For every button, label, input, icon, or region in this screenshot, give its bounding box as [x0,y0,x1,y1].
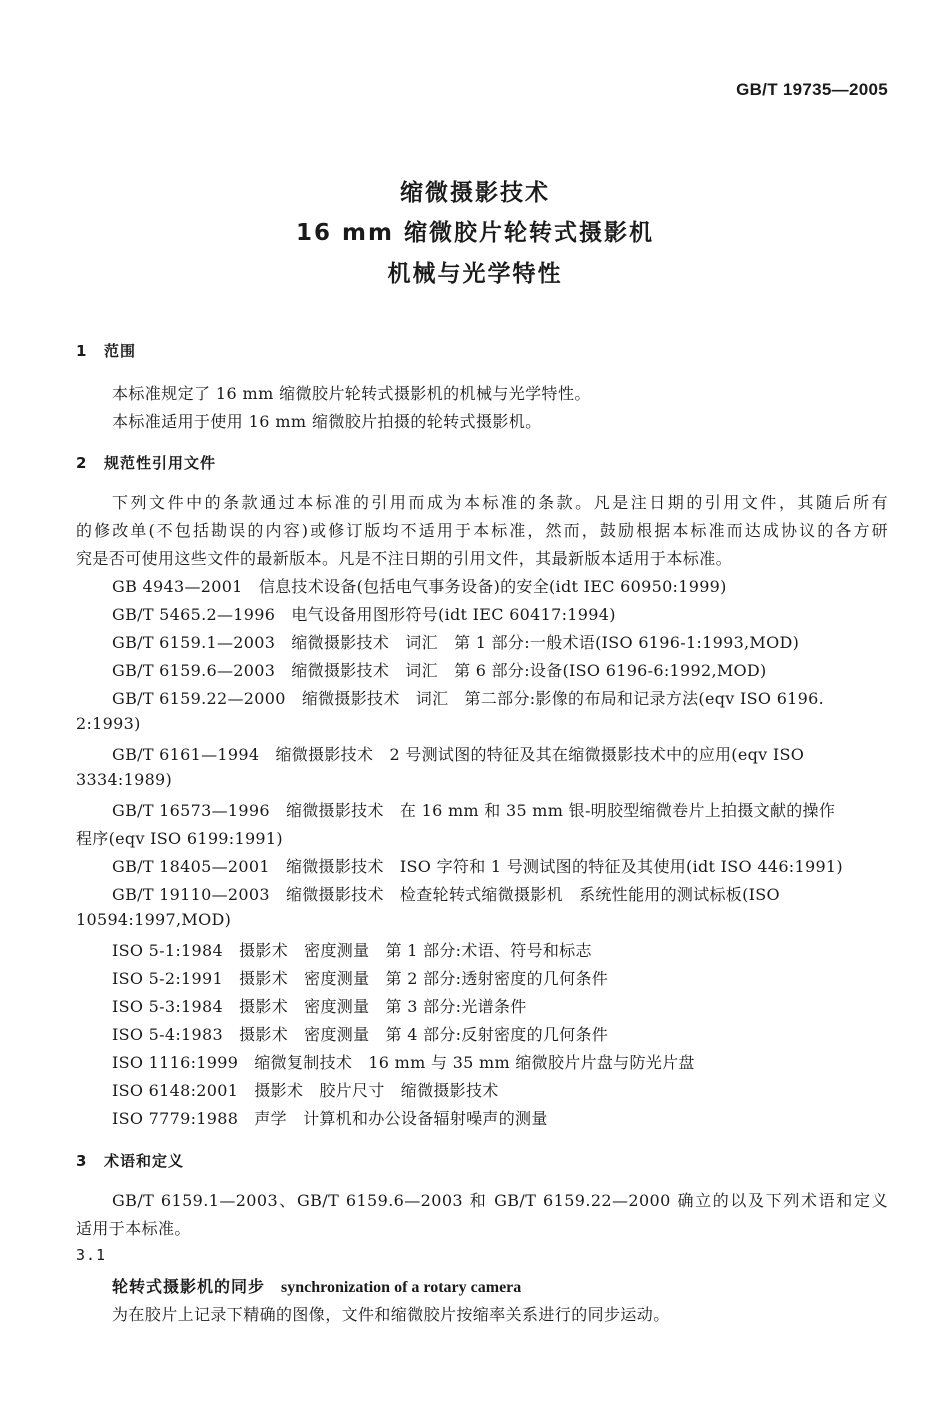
term-english: synchronization of a rotary camera [281,1279,522,1296]
reference-item-continuation: 程序(eqv ISO 6199:1991) [76,829,283,848]
reference-item-continuation: 10594:1997,MOD) [76,910,232,929]
section-1-heading [76,340,136,361]
reference-item: GB/T 5465.2—1996 电气设备用图形符号(idt IEC 60417:1994) [112,605,616,624]
term-definition: 为在胶片上记录下精确的图像，文件和缩微胶片按缩率关系进行的同步运动。 [112,1305,670,1324]
section-1-paragraph-1: 本标准规定了 16 mm 缩微胶片轮转式摄影机的机械与光学特性。 [112,384,591,403]
reference-item: ISO 6148:2001 摄影术 胶片尺寸 缩微摄影技术 [112,1081,499,1100]
title-line-2: 16 mm 缩微胶片轮转式摄影机 [296,220,654,246]
reference-item: GB 4943—2001 信息技术设备(包括电气事务设备)的安全(idt IEC 60950:1999) [112,577,727,596]
section-title: 范围 [104,342,137,360]
reference-item: GB/T 6159.22—2000 缩微摄影技术 词汇 第二部分:影像的布局和记录方法(eqv ISO 6196. [112,689,825,708]
reference-item: ISO 5-1:1984 摄影术 密度测量 第 1 部分:术语、符号和标志 [112,941,592,960]
title-line-1: 缩微摄影技术 [400,180,550,206]
section-3-heading [76,1150,184,1171]
reference-item: GB/T 6159.6—2003 缩微摄影技术 词汇 第 6 部分:设备(ISO 6196-6:1992,MOD) [112,661,767,680]
section-2-intro-line-2: 的修改单(不包括勘误的内容)或修订版均不适用于本标准，然而，鼓励根据本标准而达成协议的各方研 [76,521,888,540]
section-number: 1 [76,342,88,360]
reference-item: GB/T 6159.1—2003 缩微摄影技术 词汇 第 1 部分:一般术语(ISO 6196-1:1993,MOD) [112,633,800,652]
reference-item: ISO 5-2:1991 摄影术 密度测量 第 2 部分:透射密度的几何条件 [112,969,609,988]
section-3-intro-line-2: 适用于本标准。 [76,1219,191,1238]
reference-item: GB/T 19110—2003 缩微摄影技术 检查轮转式缩微摄影机 系统性能用的测试标板(ISO [112,885,780,904]
term-chinese: 轮转式摄影机的同步 [112,1277,266,1296]
section-2-intro-line-1: 下列文件中的条款通过本标准的引用而成为本标准的条款。凡是注日期的引用文件，其随后所有 [112,493,888,512]
reference-item: GB/T 16573—1996 缩微摄影技术 在 16 mm 和 35 mm 银-明胶型缩微卷片上拍摄文献的操作 [112,801,836,820]
title-line-3: 机械与光学特性 [387,261,563,287]
reference-item-continuation: 3334:1989) [76,770,173,789]
section-number: 3 [76,1152,88,1170]
section-title: 术语和定义 [104,1152,185,1170]
reference-item-continuation: 2:1993) [76,714,141,733]
term-entry [112,1274,521,1297]
section-2-heading [76,452,216,473]
subsection-number: 3.1 [76,1246,107,1264]
standard-code: GB/T 19735—2005 [736,80,888,99]
reference-item: GB/T 6161—1994 缩微摄影技术 2 号测试图的特征及其在缩微摄影技术中的应用(eqv ISO [112,745,805,764]
reference-item: ISO 5-3:1984 摄影术 密度测量 第 3 部分:光谱条件 [112,997,527,1016]
reference-item: ISO 1116:1999 缩微复制技术 16 mm 与 35 mm 缩微胶片片盘与防光片盘 [112,1053,695,1072]
reference-item: ISO 7779:1988 声学 计算机和办公设备辐射噪声的测量 [112,1109,548,1128]
section-2-intro-line-3: 究是否可使用这些文件的最新版本。凡是不注日期的引用文件，其最新版本适用于本标准。 [76,549,733,568]
section-number: 2 [76,454,88,472]
reference-item: GB/T 18405—2001 缩微摄影技术 ISO 字符和 1 号测试图的特征及其使用(idt ISO 446:1991) [112,857,843,876]
section-title: 规范性引用文件 [104,454,217,472]
reference-item: ISO 5-4:1983 摄影术 密度测量 第 4 部分:反射密度的几何条件 [112,1025,609,1044]
section-1-paragraph-2: 本标准适用于使用 16 mm 缩微胶片拍摄的轮转式摄影机。 [112,412,542,431]
section-3-intro-line-1: GB/T 6159.1—2003、GB/T 6159.6—2003 和 GB/T 6159.22—2000 确立的以及下列术语和定义 [112,1191,888,1210]
